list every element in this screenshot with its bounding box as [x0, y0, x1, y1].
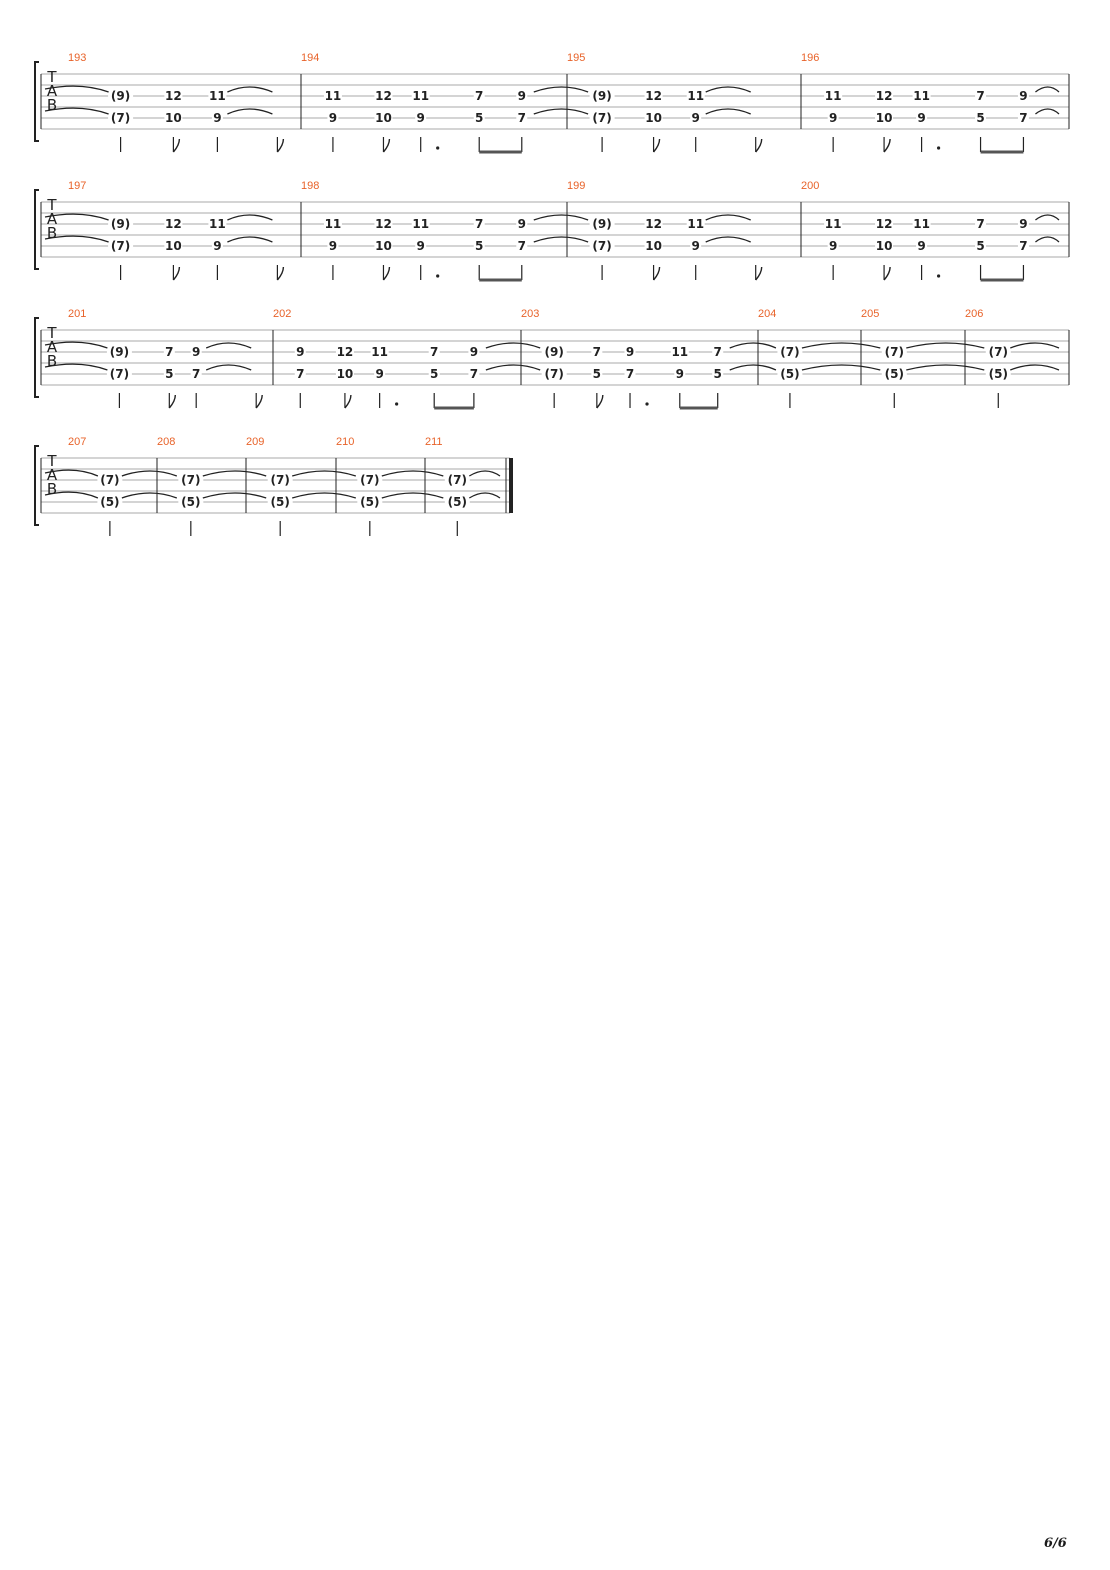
measure-number: 193 — [68, 52, 87, 64]
tab-clef-letter: A — [46, 82, 58, 100]
tie-arc — [206, 343, 251, 348]
fret-number: 12 — [165, 89, 182, 103]
rhythm-dot — [937, 146, 940, 149]
note-flag — [884, 267, 890, 280]
fret-number: 9 — [917, 239, 926, 253]
measure-number: 199 — [567, 180, 586, 192]
tie-arc — [706, 237, 751, 242]
tie-arc — [906, 365, 984, 370]
fret-number: 9 — [675, 367, 684, 381]
tie-arc — [469, 471, 500, 476]
fret-number: 10 — [645, 239, 662, 253]
fret-number: 9 — [375, 367, 384, 381]
tab-system — [35, 52, 1069, 152]
fret-number: (5) — [884, 367, 904, 381]
fret-number: (5) — [447, 495, 467, 509]
fret-number: 9 — [416, 111, 425, 125]
fret-number: 7 — [296, 367, 305, 381]
fret-number: 7 — [1019, 239, 1028, 253]
fret-number: 7 — [192, 367, 201, 381]
fret-number: 7 — [592, 345, 602, 359]
fret-number: 9 — [691, 111, 700, 125]
fret-number: 9 — [328, 111, 338, 125]
fret-number: 11 — [824, 89, 842, 103]
tie-arc — [292, 493, 356, 498]
tab-clef-letter: T — [47, 452, 57, 470]
fret-number: 7 — [976, 89, 985, 103]
fret-number: (7) — [110, 111, 131, 125]
fret-number: 9 — [213, 239, 222, 253]
fret-number: (5) — [360, 495, 380, 509]
fret-number: 9 — [828, 111, 838, 125]
fret-number: (9) — [544, 345, 564, 359]
tie-arc — [1035, 87, 1059, 92]
fret-number: 7 — [713, 345, 722, 359]
fret-number: 7 — [475, 217, 484, 231]
fret-number: 11 — [324, 89, 342, 103]
fret-number: 11 — [913, 89, 930, 103]
tie-arc — [122, 493, 177, 498]
tie-arc — [706, 215, 751, 220]
tie-arc — [1035, 237, 1059, 242]
fret-number: 5 — [165, 367, 174, 381]
fret-number: 9 — [192, 345, 201, 359]
tie-arc — [730, 343, 776, 348]
tab-clef-letter: T — [47, 324, 57, 342]
tie-arc — [1010, 343, 1059, 348]
system-bracket — [35, 446, 39, 525]
fret-number: 7 — [165, 345, 174, 359]
measure-number: 202 — [273, 308, 292, 320]
fret-number: 7 — [475, 89, 484, 103]
system-bracket — [35, 318, 39, 397]
fret-number: 5 — [592, 367, 602, 381]
fret-number: (7) — [270, 473, 290, 487]
measure-number: 210 — [336, 436, 355, 448]
fret-number: (7) — [100, 473, 120, 487]
tie-arc — [534, 87, 588, 92]
fret-number: (7) — [447, 473, 467, 487]
fret-number: 9 — [213, 111, 222, 125]
fret-number: 5 — [713, 367, 722, 381]
measure-number: 203 — [521, 308, 540, 320]
fret-number: (9) — [592, 217, 612, 231]
rhythm-dot — [645, 402, 648, 405]
measure-number: 205 — [861, 308, 880, 320]
fret-number: 11 — [371, 345, 388, 359]
note-flag — [169, 395, 175, 408]
tie-arc — [534, 237, 588, 242]
tab-system — [35, 308, 1069, 408]
fret-number: (7) — [592, 239, 612, 253]
tab-clef-letter: A — [46, 338, 58, 356]
tab-system — [35, 180, 1069, 280]
fret-number: 11 — [412, 217, 430, 231]
tie-arc — [292, 471, 356, 476]
fret-number: 9 — [469, 345, 479, 359]
measure-number: 201 — [68, 308, 87, 320]
fret-number: 9 — [828, 239, 838, 253]
fret-number: 7 — [469, 367, 479, 381]
tie-arc — [227, 109, 272, 114]
measure-number: 195 — [567, 52, 586, 64]
measure-number: 204 — [758, 308, 777, 320]
fret-number: 10 — [645, 111, 662, 125]
tie-arc — [382, 493, 443, 498]
fret-number: 11 — [209, 217, 226, 231]
fret-number: (7) — [181, 473, 201, 487]
rhythm-dot — [395, 402, 398, 405]
fret-number: 9 — [1019, 89, 1028, 103]
system-bracket — [35, 190, 39, 269]
fret-number: 9 — [296, 345, 305, 359]
fret-number: 7 — [517, 111, 526, 125]
fret-number: 10 — [165, 111, 182, 125]
fret-number: 12 — [336, 345, 354, 359]
fret-number: 7 — [430, 345, 439, 359]
fret-number: 9 — [1019, 217, 1028, 231]
fret-number: 11 — [687, 217, 705, 231]
fret-number: 9 — [517, 89, 526, 103]
fret-number: 5 — [475, 111, 484, 125]
fret-number: 9 — [917, 111, 926, 125]
measure-number: 206 — [965, 308, 984, 320]
rhythm-dot — [436, 274, 439, 277]
tab-system — [35, 436, 511, 536]
measure-number: 194 — [301, 52, 320, 64]
fret-number: 7 — [976, 217, 985, 231]
tab-clef-letter: B — [46, 352, 58, 370]
note-flag — [383, 139, 389, 152]
note-flag — [884, 139, 890, 152]
fret-number: 9 — [625, 345, 635, 359]
fret-number: (9) — [110, 217, 131, 231]
fret-number: (9) — [109, 345, 130, 359]
fret-number: 11 — [671, 345, 689, 359]
fret-number: 5 — [430, 367, 439, 381]
tie-arc — [730, 365, 776, 370]
fret-number: (7) — [592, 111, 612, 125]
fret-number: 9 — [691, 239, 700, 253]
fret-number: 9 — [517, 217, 526, 231]
fret-number: 9 — [416, 239, 425, 253]
fret-number: (5) — [780, 367, 800, 381]
measure-number: 208 — [157, 436, 176, 448]
tab-clef-letter: A — [46, 466, 58, 484]
fret-number: 12 — [875, 89, 893, 103]
fret-number: 9 — [328, 239, 338, 253]
tie-arc — [486, 365, 540, 370]
fret-number: 5 — [976, 239, 985, 253]
tab-clef-letter: B — [46, 480, 58, 498]
note-flag — [756, 267, 762, 280]
note-flag — [277, 267, 283, 280]
note-flag — [256, 395, 262, 408]
measure-number: 198 — [301, 180, 320, 192]
fret-number: 7 — [517, 239, 526, 253]
page-number: 6/6 — [1044, 1536, 1067, 1551]
fret-number: 12 — [645, 217, 662, 231]
tie-arc — [1035, 215, 1059, 220]
tie-arc — [227, 215, 272, 220]
rhythm-dot — [937, 274, 940, 277]
fret-number: 11 — [412, 89, 430, 103]
tie-arc — [802, 365, 880, 370]
fret-number: 12 — [375, 217, 392, 231]
fret-number: 7 — [625, 367, 635, 381]
fret-number: 11 — [324, 217, 342, 231]
fret-number: (5) — [181, 495, 201, 509]
fret-number: 12 — [375, 89, 392, 103]
note-flag — [756, 139, 762, 152]
fret-number: (7) — [884, 345, 904, 359]
fret-number: 10 — [375, 111, 392, 125]
tab-clef-letter: B — [46, 224, 58, 242]
tab-clef-letter: T — [47, 68, 57, 86]
tie-arc — [706, 87, 751, 92]
fret-number: 10 — [875, 239, 893, 253]
fret-number: 11 — [209, 89, 226, 103]
tie-arc — [534, 109, 588, 114]
rhythm-dot — [436, 146, 439, 149]
fret-number: (5) — [988, 367, 1008, 381]
tie-arc — [227, 87, 272, 92]
fret-number: 12 — [645, 89, 662, 103]
tie-arc — [906, 343, 984, 348]
measure-number: 197 — [68, 180, 87, 192]
note-flag — [654, 267, 660, 280]
fret-number: (7) — [780, 345, 800, 359]
fret-number: (5) — [100, 495, 120, 509]
fret-number: 7 — [1019, 111, 1028, 125]
fret-number: 5 — [475, 239, 484, 253]
note-flag — [383, 267, 389, 280]
fret-number: 11 — [913, 217, 930, 231]
measure-number: 200 — [801, 180, 820, 192]
tab-clef-letter: T — [47, 196, 57, 214]
measure-number: 196 — [801, 52, 820, 64]
measure-number: 207 — [68, 436, 87, 448]
fret-number: 5 — [976, 111, 985, 125]
fret-number: (7) — [109, 367, 130, 381]
tie-arc — [469, 493, 500, 498]
fret-number: 12 — [165, 217, 182, 231]
fret-number: (9) — [592, 89, 612, 103]
note-flag — [173, 267, 179, 280]
tie-arc — [1035, 109, 1059, 114]
note-flag — [345, 395, 351, 408]
tab-clef-letter: A — [46, 210, 58, 228]
fret-number: 11 — [824, 217, 842, 231]
fret-number: 11 — [687, 89, 705, 103]
fret-number: 10 — [165, 239, 182, 253]
tie-arc — [206, 365, 251, 370]
tab-clef-letter: B — [46, 96, 58, 114]
tie-arc — [382, 471, 443, 476]
tie-arc — [203, 471, 266, 476]
note-flag — [173, 139, 179, 152]
fret-number: 10 — [336, 367, 354, 381]
fret-number: (7) — [360, 473, 380, 487]
tie-arc — [122, 471, 177, 476]
tie-arc — [534, 215, 588, 220]
fret-number: (5) — [270, 495, 290, 509]
tie-arc — [203, 493, 266, 498]
system-bracket — [35, 62, 39, 141]
fret-number: 10 — [875, 111, 893, 125]
fret-number: (7) — [110, 239, 131, 253]
measure-number: 209 — [246, 436, 265, 448]
note-flag — [597, 395, 603, 408]
fret-number: (9) — [110, 89, 131, 103]
tie-arc — [486, 343, 540, 348]
note-flag — [277, 139, 283, 152]
measure-number: 211 — [425, 436, 443, 448]
fret-number: 10 — [375, 239, 392, 253]
fret-number: 12 — [875, 217, 893, 231]
note-flag — [654, 139, 660, 152]
fret-number: (7) — [988, 345, 1008, 359]
tie-arc — [706, 109, 751, 114]
tie-arc — [802, 343, 880, 348]
tie-arc — [1010, 365, 1059, 370]
tie-arc — [227, 237, 272, 242]
fret-number: (7) — [544, 367, 564, 381]
